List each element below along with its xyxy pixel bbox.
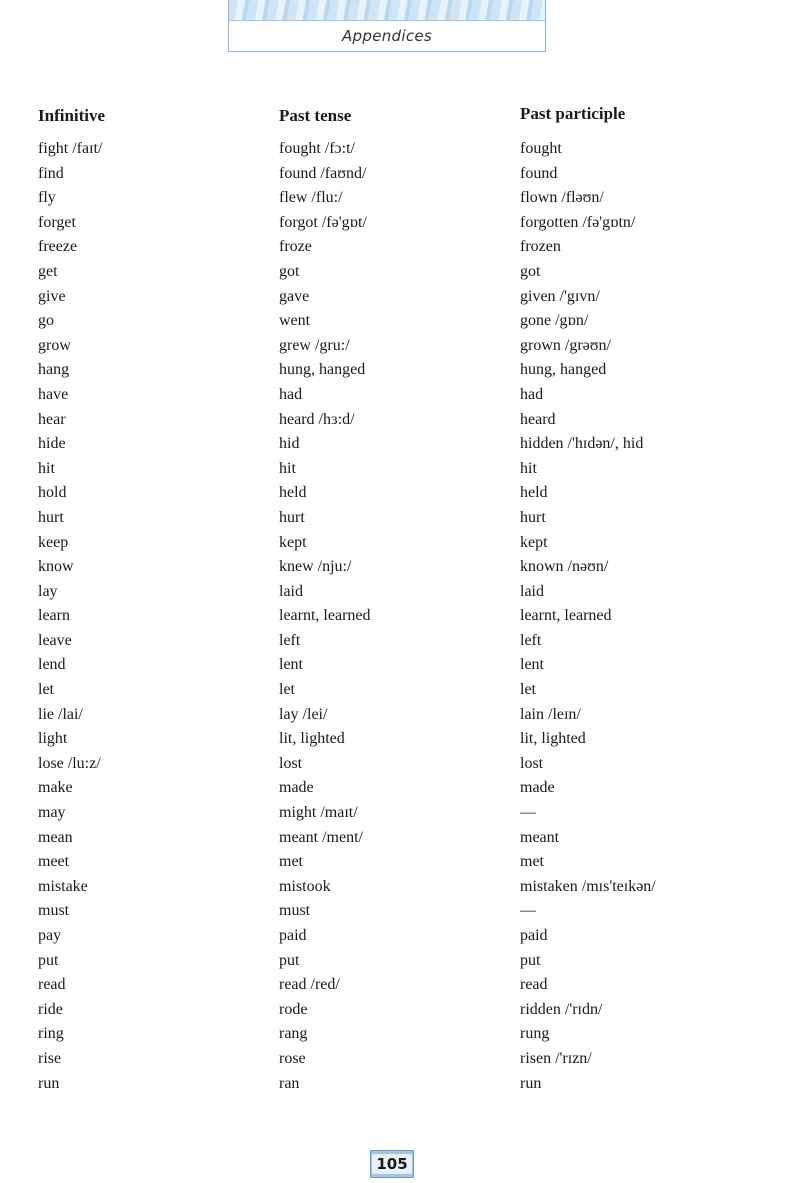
table-row	[0, 460, 800, 485]
past-participle-cell: risen /'rɪzn/	[520, 1049, 592, 1067]
table-row	[0, 878, 800, 903]
infinitive-cell: make	[38, 779, 73, 797]
past-participle-cell: frozen	[520, 238, 561, 256]
table-row	[0, 238, 800, 263]
infinitive-cell: pay	[38, 927, 62, 944]
past-tense-cell: knew /nju:/	[279, 558, 352, 576]
past-tense-cell: made	[279, 779, 314, 797]
infinitive-cell: lie /lai/	[38, 705, 83, 723]
page-number: 105	[372, 1154, 411, 1174]
past-tense-cell: meant /ment/	[279, 828, 363, 846]
past-participle-cell: made	[520, 779, 555, 797]
past-participle-cell: —	[520, 902, 536, 920]
infinitive-cell: freeze	[38, 238, 78, 256]
infinitive-cell: may	[38, 804, 66, 822]
table-row	[0, 386, 800, 411]
infinitive-cell: run	[38, 1074, 60, 1092]
past-participle-cell: laid	[520, 582, 544, 600]
past-participle-cell: grown /grəʊn/	[520, 336, 611, 354]
past-tense-cell: let	[279, 681, 295, 699]
table-row	[0, 361, 800, 386]
past-participle-cell: paid	[520, 927, 548, 944]
infinitive-cell: must	[38, 902, 70, 920]
infinitive-cell: give	[38, 287, 66, 305]
table-row	[0, 165, 800, 190]
infinitive-cell: hide	[38, 435, 66, 453]
past-tense-cell: kept	[279, 533, 307, 551]
table-row	[0, 755, 800, 780]
past-tense-cell: rode	[279, 1000, 308, 1018]
past-participle-cell: met	[520, 853, 544, 871]
table-row	[0, 607, 800, 632]
infinitive-cell: ride	[38, 1000, 63, 1018]
infinitive-cell: hurt	[38, 508, 64, 526]
past-tense-cell: hurt	[279, 508, 305, 526]
column-header-infinitive: Infinitive	[38, 106, 106, 125]
past-participle-cell: fought	[520, 140, 562, 157]
table-row	[0, 1025, 800, 1050]
table-row	[0, 263, 800, 288]
past-tense-cell: read /red/	[279, 976, 340, 994]
past-tense-cell: lent	[279, 656, 303, 674]
column-header-past-participle: Past participle	[520, 104, 626, 123]
table-row	[0, 656, 800, 681]
page-number-badge	[370, 1150, 414, 1178]
table-row	[0, 534, 800, 559]
past-participle-cell: let	[520, 681, 536, 699]
infinitive-cell: find	[38, 164, 64, 182]
table-row	[0, 214, 800, 239]
past-tense-cell: lay /lei/	[279, 705, 328, 723]
table-row	[0, 902, 800, 927]
past-tense-cell: held	[279, 484, 307, 502]
infinitive-cell: mean	[38, 828, 73, 846]
table-row	[0, 976, 800, 1001]
past-tense-cell: hung, hanged	[279, 361, 366, 379]
table-row	[0, 583, 800, 608]
infinitive-cell: keep	[38, 533, 69, 551]
past-participle-cell: read	[520, 976, 548, 994]
past-participle-cell: found	[520, 164, 558, 182]
table-row	[0, 1050, 800, 1075]
past-tense-cell: mistook	[279, 877, 331, 895]
table-row	[0, 189, 800, 214]
past-participle-cell: known /nəʊn/	[520, 558, 609, 576]
past-tense-cell: fought /fɔ:t/	[279, 140, 355, 157]
past-participle-cell: given /'gɪvn/	[520, 287, 600, 305]
past-participle-cell: lost	[520, 754, 544, 772]
table-row	[0, 804, 800, 829]
past-participle-cell: put	[520, 951, 541, 969]
past-tense-cell: ran	[279, 1074, 300, 1092]
table-row	[0, 484, 800, 509]
past-participle-cell: hit	[520, 459, 537, 477]
past-participle-cell: kept	[520, 533, 548, 551]
infinitive-cell: let	[38, 681, 54, 699]
infinitive-cell: hear	[38, 410, 66, 428]
table-row	[0, 1075, 800, 1100]
past-tense-cell: paid	[279, 927, 307, 944]
infinitive-cell: lose /lu:z/	[38, 754, 101, 772]
past-participle-cell: lain /leɪn/	[520, 705, 581, 723]
infinitive-cell: lay	[38, 582, 58, 600]
past-participle-cell: lent	[520, 656, 544, 674]
infinitive-cell: rise	[38, 1049, 62, 1067]
past-tense-cell: heard /hɜ:d/	[279, 410, 355, 428]
past-tense-cell: found /faʊnd/	[279, 164, 367, 182]
past-participle-cell: heard	[520, 410, 556, 428]
past-tense-cell: met	[279, 853, 303, 871]
table-row	[0, 853, 800, 878]
table-row	[0, 337, 800, 362]
past-participle-cell: got	[520, 262, 541, 280]
table-row	[0, 927, 800, 952]
past-participle-cell: lit, lighted	[520, 730, 586, 748]
section-title: Appendices	[341, 27, 433, 45]
infinitive-cell: learn	[38, 607, 70, 625]
past-tense-cell: must	[279, 902, 311, 920]
table-row	[0, 558, 800, 583]
table-row	[0, 779, 800, 804]
infinitive-cell: meet	[38, 853, 70, 871]
infinitive-cell: mistake	[38, 877, 88, 895]
infinitive-cell: forget	[38, 213, 76, 231]
past-tense-cell: forgot /fə'gɒt/	[279, 213, 367, 231]
infinitive-cell: know	[38, 558, 74, 576]
table-header	[0, 106, 800, 130]
past-tense-cell: lit, lighted	[279, 730, 345, 748]
past-tense-cell: hid	[279, 435, 300, 453]
infinitive-cell: put	[38, 951, 59, 969]
past-participle-cell: hurt	[520, 508, 546, 526]
table-row	[0, 411, 800, 436]
infinitive-cell: fly	[38, 189, 56, 207]
past-tense-cell: put	[279, 951, 300, 969]
table-row	[0, 140, 800, 165]
infinitive-cell: lend	[38, 656, 66, 674]
verb-table	[0, 140, 800, 1099]
infinitive-cell: fight /faɪt/	[38, 140, 103, 157]
past-tense-cell: rose	[279, 1049, 306, 1067]
past-tense-cell: gave	[279, 287, 310, 305]
past-participle-cell: —	[520, 804, 536, 822]
table-row	[0, 952, 800, 977]
past-participle-cell: hung, hanged	[520, 361, 607, 379]
infinitive-cell: get	[38, 262, 58, 280]
past-tense-cell: had	[279, 385, 303, 403]
table-row	[0, 288, 800, 313]
past-participle-cell: hidden /'hɪdən/, hid	[520, 435, 644, 453]
past-tense-cell: went	[279, 312, 311, 330]
past-participle-cell: forgotten /fə'gɒtn/	[520, 213, 636, 231]
table-row	[0, 509, 800, 534]
infinitive-cell: leave	[38, 631, 72, 649]
table-row	[0, 435, 800, 460]
past-participle-cell: had	[520, 385, 544, 403]
infinitive-cell: have	[38, 385, 69, 403]
past-tense-cell: hit	[279, 459, 296, 477]
past-participle-cell: ridden /'rɪdn/	[520, 1000, 603, 1018]
table-row	[0, 312, 800, 337]
past-tense-cell: might /maɪt/	[279, 804, 358, 822]
infinitive-cell: hold	[38, 484, 67, 502]
past-tense-cell: lost	[279, 754, 303, 772]
past-tense-cell: laid	[279, 582, 303, 600]
infinitive-cell: grow	[38, 336, 71, 354]
past-participle-cell: flown /fləʊn/	[520, 189, 604, 207]
past-tense-cell: flew /flu:/	[279, 189, 343, 207]
infinitive-cell: go	[38, 312, 54, 330]
past-participle-cell: left	[520, 631, 542, 649]
infinitive-cell: hit	[38, 459, 55, 477]
table-row	[0, 632, 800, 657]
section-header-tab	[228, 0, 546, 52]
past-participle-cell: mistaken /mɪs'teɪkən/	[520, 877, 656, 895]
infinitive-cell: read	[38, 976, 66, 994]
table-row	[0, 681, 800, 706]
past-tense-cell: got	[279, 262, 300, 280]
past-participle-cell: run	[520, 1074, 542, 1092]
past-participle-cell: learnt, learned	[520, 607, 612, 625]
infinitive-cell: light	[38, 730, 68, 748]
past-tense-cell: left	[279, 631, 301, 649]
header-decorative-band	[229, 0, 545, 21]
infinitive-cell: hang	[38, 361, 70, 379]
table-row	[0, 829, 800, 854]
infinitive-cell: ring	[38, 1025, 64, 1043]
past-tense-cell: grew /gru:/	[279, 336, 350, 354]
past-participle-cell: gone /gɒn/	[520, 312, 589, 330]
past-tense-cell: froze	[279, 238, 312, 256]
table-row	[0, 730, 800, 755]
column-header-past-tense: Past tense	[279, 106, 352, 125]
past-participle-cell: held	[520, 484, 548, 502]
past-participle-cell: meant	[520, 828, 560, 846]
table-row	[0, 706, 800, 731]
past-participle-cell: rung	[520, 1025, 550, 1043]
past-tense-cell: rang	[279, 1025, 308, 1043]
past-tense-cell: learnt, learned	[279, 607, 371, 625]
table-row	[0, 1001, 800, 1026]
